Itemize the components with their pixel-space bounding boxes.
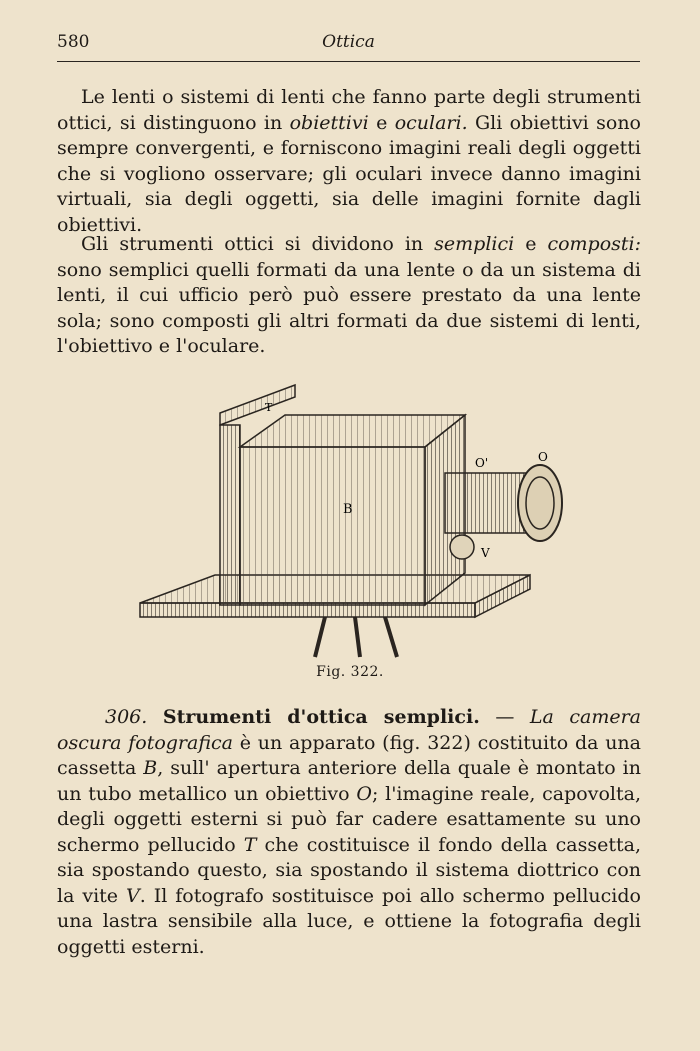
text: è un apparato (fig. 322) costituito da una cassetta: [57, 731, 642, 779]
term-obiettivi: obiettivi: [289, 111, 369, 134]
running-title: Ottica: [322, 32, 375, 52]
text: —: [479, 706, 530, 728]
text: , sull' apertura anteriore della quale è montato in un tubo metallico un obiettivo: [57, 757, 641, 805]
text: ; l'imagine reale, capovolta, degli oggetti esterni si può far cadere esattamente su uno schermo pellucido: [57, 782, 641, 856]
symbol-v: V: [126, 884, 140, 907]
paragraph-instruments: [57, 232, 641, 360]
symbol-t: T: [243, 833, 257, 856]
text: che costituisce il fondo della cassetta, sia spostando questo, sia spostando il sistema diottrico con la vite: [57, 833, 641, 907]
label-box: B: [343, 502, 353, 517]
label-screw: V: [481, 546, 490, 560]
symbol-o: O: [356, 782, 372, 805]
text: sono semplici quelli formati da una lente o da un sistema di lenti, il cui ufficio però può essere prestato da una lente sola; sono composti gli altri formati da due sistemi di lenti, l'obiettivo e l'oculare.: [57, 258, 641, 357]
text: Gli obiettivi sono sempre convergenti, e forniscono imagini reali degli oggetti che si vogliono osservare; gli oculari invece danno imagini virtuali, sia degli oggetti, sia delle imagini fornite dagli obiettivi.: [57, 111, 641, 236]
term-semplici: semplici: [434, 233, 515, 255]
paragraph-lenses: [57, 85, 641, 238]
section-number: 306.: [105, 706, 148, 728]
term-composti: composti:: [547, 233, 641, 255]
focus-screw: [450, 535, 474, 559]
label-screen: T: [265, 401, 273, 414]
camera-obscura-figure: [135, 375, 565, 660]
text: e: [514, 233, 548, 255]
section-heading: Strumenti d'ottica semplici.: [162, 706, 480, 728]
label-objective-back: O': [475, 456, 489, 470]
label-objective-front: O: [538, 450, 548, 464]
text: . Il fotografo sostituisce poi allo schermo pellucido una lastra sensibile alla luce, e ottiene la fotografia degli oggetti esterni.: [57, 884, 641, 958]
box-front-face: [240, 447, 425, 605]
page-header: [57, 30, 640, 58]
text: Gli strumenti ottici si dividono in: [81, 233, 435, 255]
term-camera-oscura: La camera oscura fotografica: [57, 706, 641, 754]
paragraph-section-306: [57, 705, 641, 960]
symbol-b: B: [143, 757, 158, 779]
page-number: 580: [57, 32, 90, 52]
text: Le lenti o sistemi di lenti che fanno parte degli strumenti ottici, si distinguono in: [57, 86, 641, 134]
term-oculari: oculari.: [394, 111, 468, 134]
figure-caption: Fig. 322.: [316, 664, 384, 680]
text: e: [368, 111, 395, 134]
header-rule: [57, 61, 640, 62]
